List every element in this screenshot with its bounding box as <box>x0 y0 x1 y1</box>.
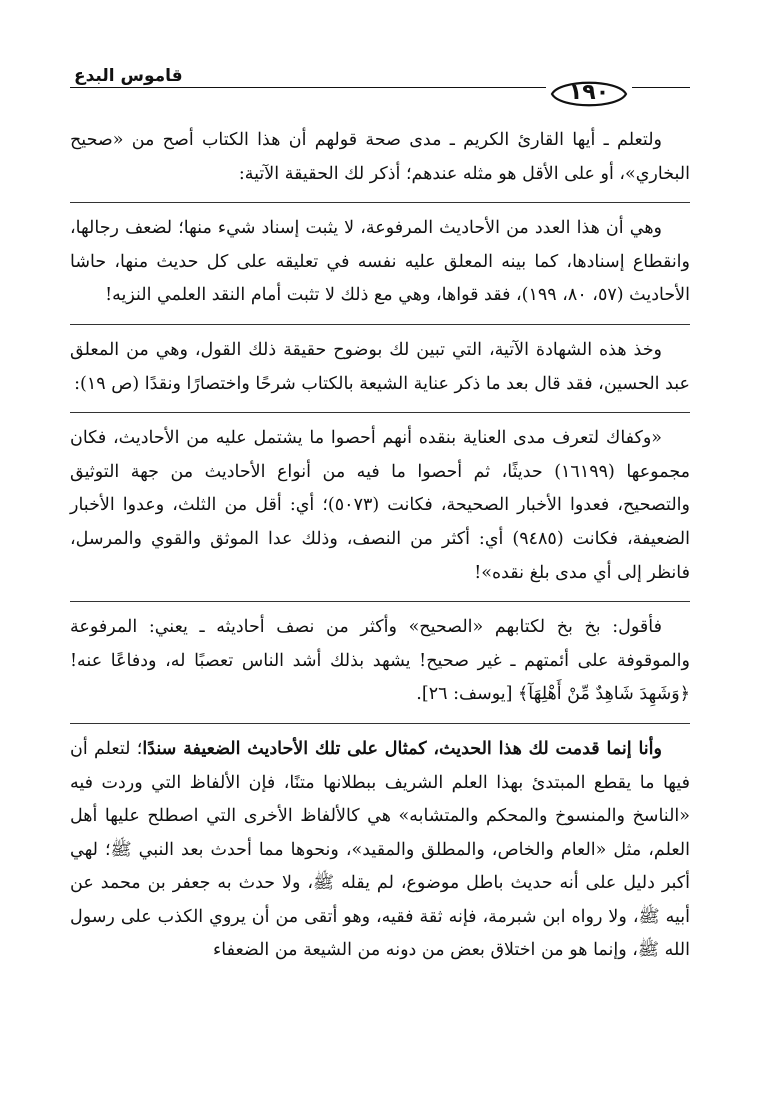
separator <box>70 202 690 203</box>
quoted-paragraph: «وكفاك لتعرف مدى العناية بنقده أنهم أحصوا ما يشتمل عليه من الأحاديث، فكان مجموعها (١٦١٩٩) حديثًا، ثم أحصوا ما فيه من أنواع الأحاديث من جهة التوثيق والتصحيح، فعدوا الأخبار الصحيحة، فكانت (٥٠٧٣)؛ أي: أقل من الثلث، وعدوا الأخبار الضعيفة، فكانت (٩٤٨٥) أي: أكثر من النصف، وذلك عدا الموثق والقوي والمرسل، فانظر إلى أي مدى بلغ نقده»! <box>70 428 691 583</box>
separator <box>70 723 690 724</box>
separator <box>70 324 690 325</box>
paragraph <box>70 733 690 968</box>
book-title: قاموس البدع <box>74 66 183 86</box>
paragraph: ولتعلم ـ أيها القارئ الكريم ـ مدى صحة قولهم أن هذا الكتاب أصح من «صحيح البخاري»، أو على الأقل هو مثله عندهم؛ أذكر لك الحقيقة الآتية: <box>70 130 690 184</box>
page-number: ١٩٠ <box>568 80 610 105</box>
paragraph-text: ؛ لتعلم أن فيها ما يقطع المبتدئ بهذا العلم الشريف ببطلانها متنًا، فإن الألفاظ التي وردت فيه «الناسخ والمنسوخ والمحكم والمتشابه» هي كالألفاظ الأخرى التي اصطلح عليها أهل العلم، مثل «العام والخاص، والمطلق والمقيد»، ونحوها مما أحدث بعد النبي ﷺ؛ لهي أكبر دليل على أنه حديث باطل موضوع، لم يقله ﷺ، ولا حدث به جعفر بن محمد عن أبيه ﷺ، ولا رواه ابن شبرمة، فإنه ثقة فقيه، وهو أتقى من أن يروي الكذب على رسول الله ﷺ، وإنما هو من اختلاق بعض من دونه من الشيعة من الضعفاء <box>70 738 690 961</box>
page-header <box>70 60 690 122</box>
page-body <box>70 124 690 979</box>
paragraph: وهي أن هذا العدد من الأحاديث المرفوعة، لا يثبت إسناد شيء منها؛ لضعف رجالها، وانقطاع إسنادها، كما بينه المعلق عليه نفسه في تعليقه على كل حديث منها، حاشا الأحاديث (٥٧، ٨٠، ١٩٩)، فقد قواها، وهي مع ذلك لا تثبت أمام النقد العلمي النزيه! <box>70 218 690 306</box>
separator <box>70 412 690 413</box>
paragraph: فأقول: بخ بخ لكتابهم «الصحيح» وأكثر من نصف أحاديثه ـ يعني: المرفوعة والموقوفة على أئمتهم ـ غير صحيح! يشهد بذلك أشد الناس تعصبًا له، ودفاعًا عنه! ﴿وَشَهِدَ شَاهِدٌ مِّنْ أَهْلِهَآ﴾ [يوسف: ٢٦]. <box>70 617 690 705</box>
separator <box>70 601 690 602</box>
page-number-badge <box>546 76 632 112</box>
paragraph: وخذ هذه الشهادة الآتية، التي تبين لك بوضوح حقيقة ذلك القول، وهي من المعلق عبد الحسين، فقد قال بعد ما ذكر عناية الشيعة بالكتاب شرحًا واختصارًا ونقدًا (ص ١٩): <box>70 339 690 394</box>
bold-lead: وأنا إنما قدمت لك هذا الحديث، كمثال على تلك الأحاديث الضعيفة سندًا <box>142 738 662 759</box>
